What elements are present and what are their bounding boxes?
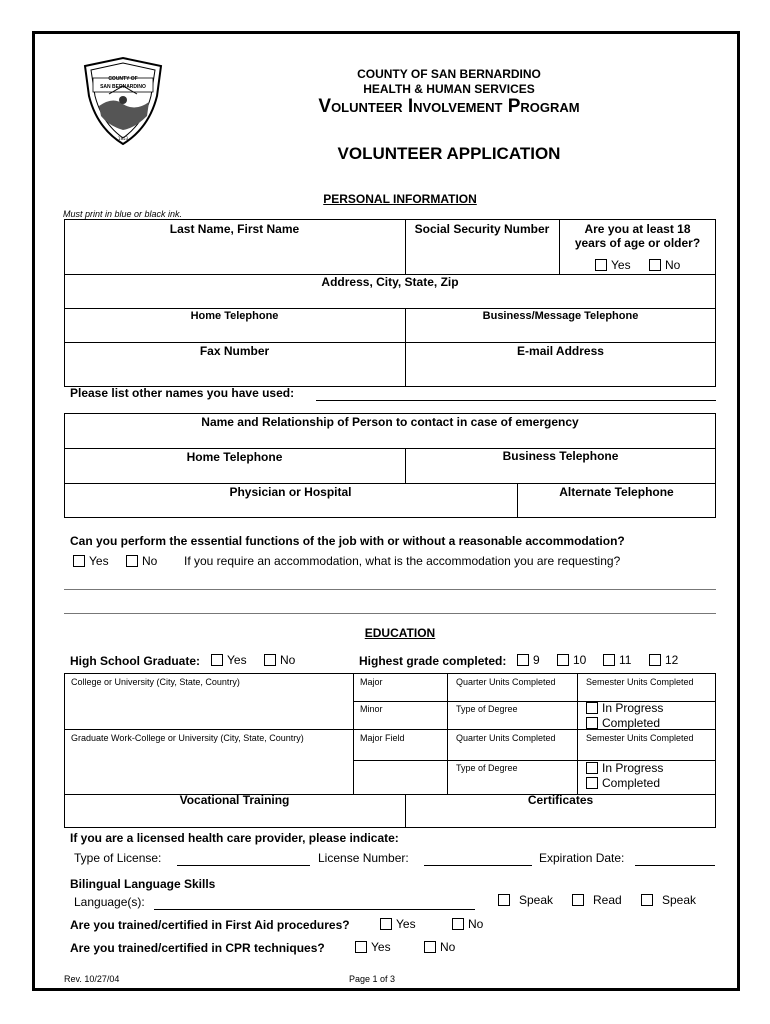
form-title: VOLUNTEER APPLICATION	[337, 144, 561, 163]
hs-no-option[interactable]: No	[264, 653, 295, 667]
college-label: College or University (City, State, Country)	[71, 677, 240, 687]
personal-section-title: PERSONAL INFORMATION	[323, 192, 477, 206]
accommodation-question: Can you perform the essential functions of the job with or without a reasonable accommodation?	[70, 534, 625, 548]
grade-9-option[interactable]: 9	[517, 653, 540, 667]
grade-10-option[interactable]: 10	[557, 653, 586, 667]
bilingual-title: Bilingual Language Skills	[70, 877, 216, 891]
home-telephone-label: Home Telephone	[190, 310, 279, 322]
license-number-label: License Number:	[318, 851, 409, 865]
county-name: COUNTY OF SAN BERNARDINO	[357, 67, 541, 81]
grade-10-checkbox[interactable]	[557, 654, 569, 666]
grad-semester-units-label: Semester Units Completed	[586, 733, 694, 743]
age-yes-checkbox[interactable]	[595, 259, 607, 271]
license-type-label: Type of License:	[74, 851, 162, 865]
language-speak-checkbox[interactable]	[498, 894, 510, 906]
last-first-label: Last Name, First Name	[169, 222, 300, 236]
language-speak-option[interactable]: Speak	[498, 893, 553, 907]
languages-label: Language(s):	[74, 895, 145, 909]
accommodation-no-option[interactable]: No	[126, 554, 157, 568]
hs-yes-option[interactable]: Yes	[211, 653, 247, 667]
quarter-units-label: Quarter Units Completed	[456, 677, 556, 687]
grad-type-degree-label: Type of Degree	[456, 763, 518, 773]
revision-label: Rev. 10/27/04	[64, 974, 120, 984]
other-names-line[interactable]	[316, 400, 716, 401]
college-completed-option[interactable]: Completed	[586, 716, 660, 730]
hs-no-checkbox[interactable]	[264, 654, 276, 666]
age-no-checkbox[interactable]	[649, 259, 661, 271]
major-field-label: Major Field	[360, 733, 405, 743]
age-yes-option[interactable]: Yes	[595, 258, 631, 272]
languages-line[interactable]	[154, 909, 475, 910]
first-aid-yes-option[interactable]: Yes	[380, 917, 416, 931]
grade-12-option[interactable]: 12	[649, 653, 678, 667]
grad-in-progress-checkbox[interactable]	[586, 762, 598, 774]
education-section-title: EDUCATION	[364, 626, 436, 640]
cpr-no-checkbox[interactable]	[424, 941, 436, 953]
college-completed-checkbox[interactable]	[586, 717, 598, 729]
emergency-business-telephone-label: Business Telephone	[502, 449, 619, 463]
first-aid-yes-checkbox[interactable]	[380, 918, 392, 930]
business-message-telephone-label: Business/Message Telephone	[482, 310, 639, 322]
minor-label: Minor	[360, 704, 383, 714]
accommodation-line-2[interactable]	[64, 613, 716, 614]
grade-9-checkbox[interactable]	[517, 654, 529, 666]
license-number-line[interactable]	[424, 865, 532, 866]
department-name: HEALTH & HUMAN SERVICES	[363, 82, 535, 96]
certificates-label: Certificates	[527, 793, 594, 807]
hs-yes-checkbox[interactable]	[211, 654, 223, 666]
seal-text-bottom: SAN BERNARDINO	[100, 84, 146, 90]
cpr-yes-checkbox[interactable]	[355, 941, 367, 953]
college-in-progress-checkbox[interactable]	[586, 702, 598, 714]
license-type-line[interactable]	[177, 865, 310, 866]
grade-12-checkbox[interactable]	[649, 654, 661, 666]
address-label: Address, City, State, Zip	[321, 275, 459, 289]
grad-work-label: Graduate Work-College or University (City, State, Country)	[71, 733, 304, 743]
vocational-training-label: Vocational Training	[179, 793, 290, 807]
cpr-question: Are you trained/certified in CPR techniques?	[70, 941, 325, 955]
form-page	[32, 31, 740, 991]
ssn-label: Social Security Number	[414, 222, 550, 236]
accommodation-no-checkbox[interactable]	[126, 555, 138, 567]
language-speak-2-checkbox[interactable]	[641, 894, 653, 906]
license-question: If you are a licensed health care provider, please indicate:	[70, 831, 399, 845]
first-aid-no-checkbox[interactable]	[452, 918, 464, 930]
grad-completed-option[interactable]: Completed	[586, 776, 660, 790]
semester-units-label: Semester Units Completed	[586, 677, 694, 687]
ink-note: Must print in blue or black ink.	[63, 209, 183, 219]
grad-in-progress-option[interactable]: In Progress	[586, 761, 663, 775]
first-aid-question: Are you trained/certified in First Aid procedures?	[70, 918, 350, 932]
major-label: Major	[360, 677, 383, 687]
cpr-yes-option[interactable]: Yes	[355, 940, 391, 954]
cpr-no-option[interactable]: No	[424, 940, 455, 954]
first-aid-no-option[interactable]: No	[452, 917, 483, 931]
accommodation-yes-checkbox[interactable]	[73, 555, 85, 567]
grade-11-checkbox[interactable]	[603, 654, 615, 666]
age-no-option[interactable]: No	[649, 258, 680, 272]
college-in-progress-option[interactable]: In Progress	[586, 701, 663, 715]
physician-label: Physician or Hospital	[229, 485, 352, 499]
expiration-date-label: Expiration Date:	[539, 851, 625, 865]
hs-graduate-label: High School Graduate:	[70, 654, 201, 668]
age-question: Are you at least 18 years of age or older?	[574, 222, 701, 250]
accommodation-request-label: If you require an accommodation, what is the accommodation you are requesting?	[184, 554, 621, 568]
program-name: Volunteer Involvement Program	[318, 96, 580, 117]
other-names-label: Please list other names you have used:	[70, 386, 295, 400]
alternate-telephone-label: Alternate Telephone	[559, 485, 674, 499]
highest-grade-label: Highest grade completed:	[359, 654, 507, 668]
type-degree-label: Type of Degree	[456, 704, 518, 714]
svg-text:1853: 1853	[117, 136, 129, 141]
grad-quarter-units-label: Quarter Units Completed	[456, 733, 556, 743]
accommodation-yes-option[interactable]: Yes	[73, 554, 109, 568]
emergency-home-telephone-label: Home Telephone	[186, 450, 283, 464]
fax-label: Fax Number	[199, 344, 270, 358]
language-read-checkbox[interactable]	[572, 894, 584, 906]
emergency-contact-label: Name and Relationship of Person to contact in case of emergency	[201, 415, 579, 429]
expiration-date-line[interactable]	[635, 865, 715, 866]
seal-text-top: COUNTY OF	[108, 76, 138, 82]
language-speak-2-option[interactable]: Speak	[641, 893, 696, 907]
accommodation-line-1[interactable]	[64, 589, 716, 590]
email-label: E-mail Address	[517, 344, 604, 358]
grad-completed-checkbox[interactable]	[586, 777, 598, 789]
language-read-option[interactable]: Read	[572, 893, 622, 907]
grade-11-option[interactable]: 11	[603, 653, 631, 667]
page-number: Page 1 of 3	[349, 974, 396, 984]
